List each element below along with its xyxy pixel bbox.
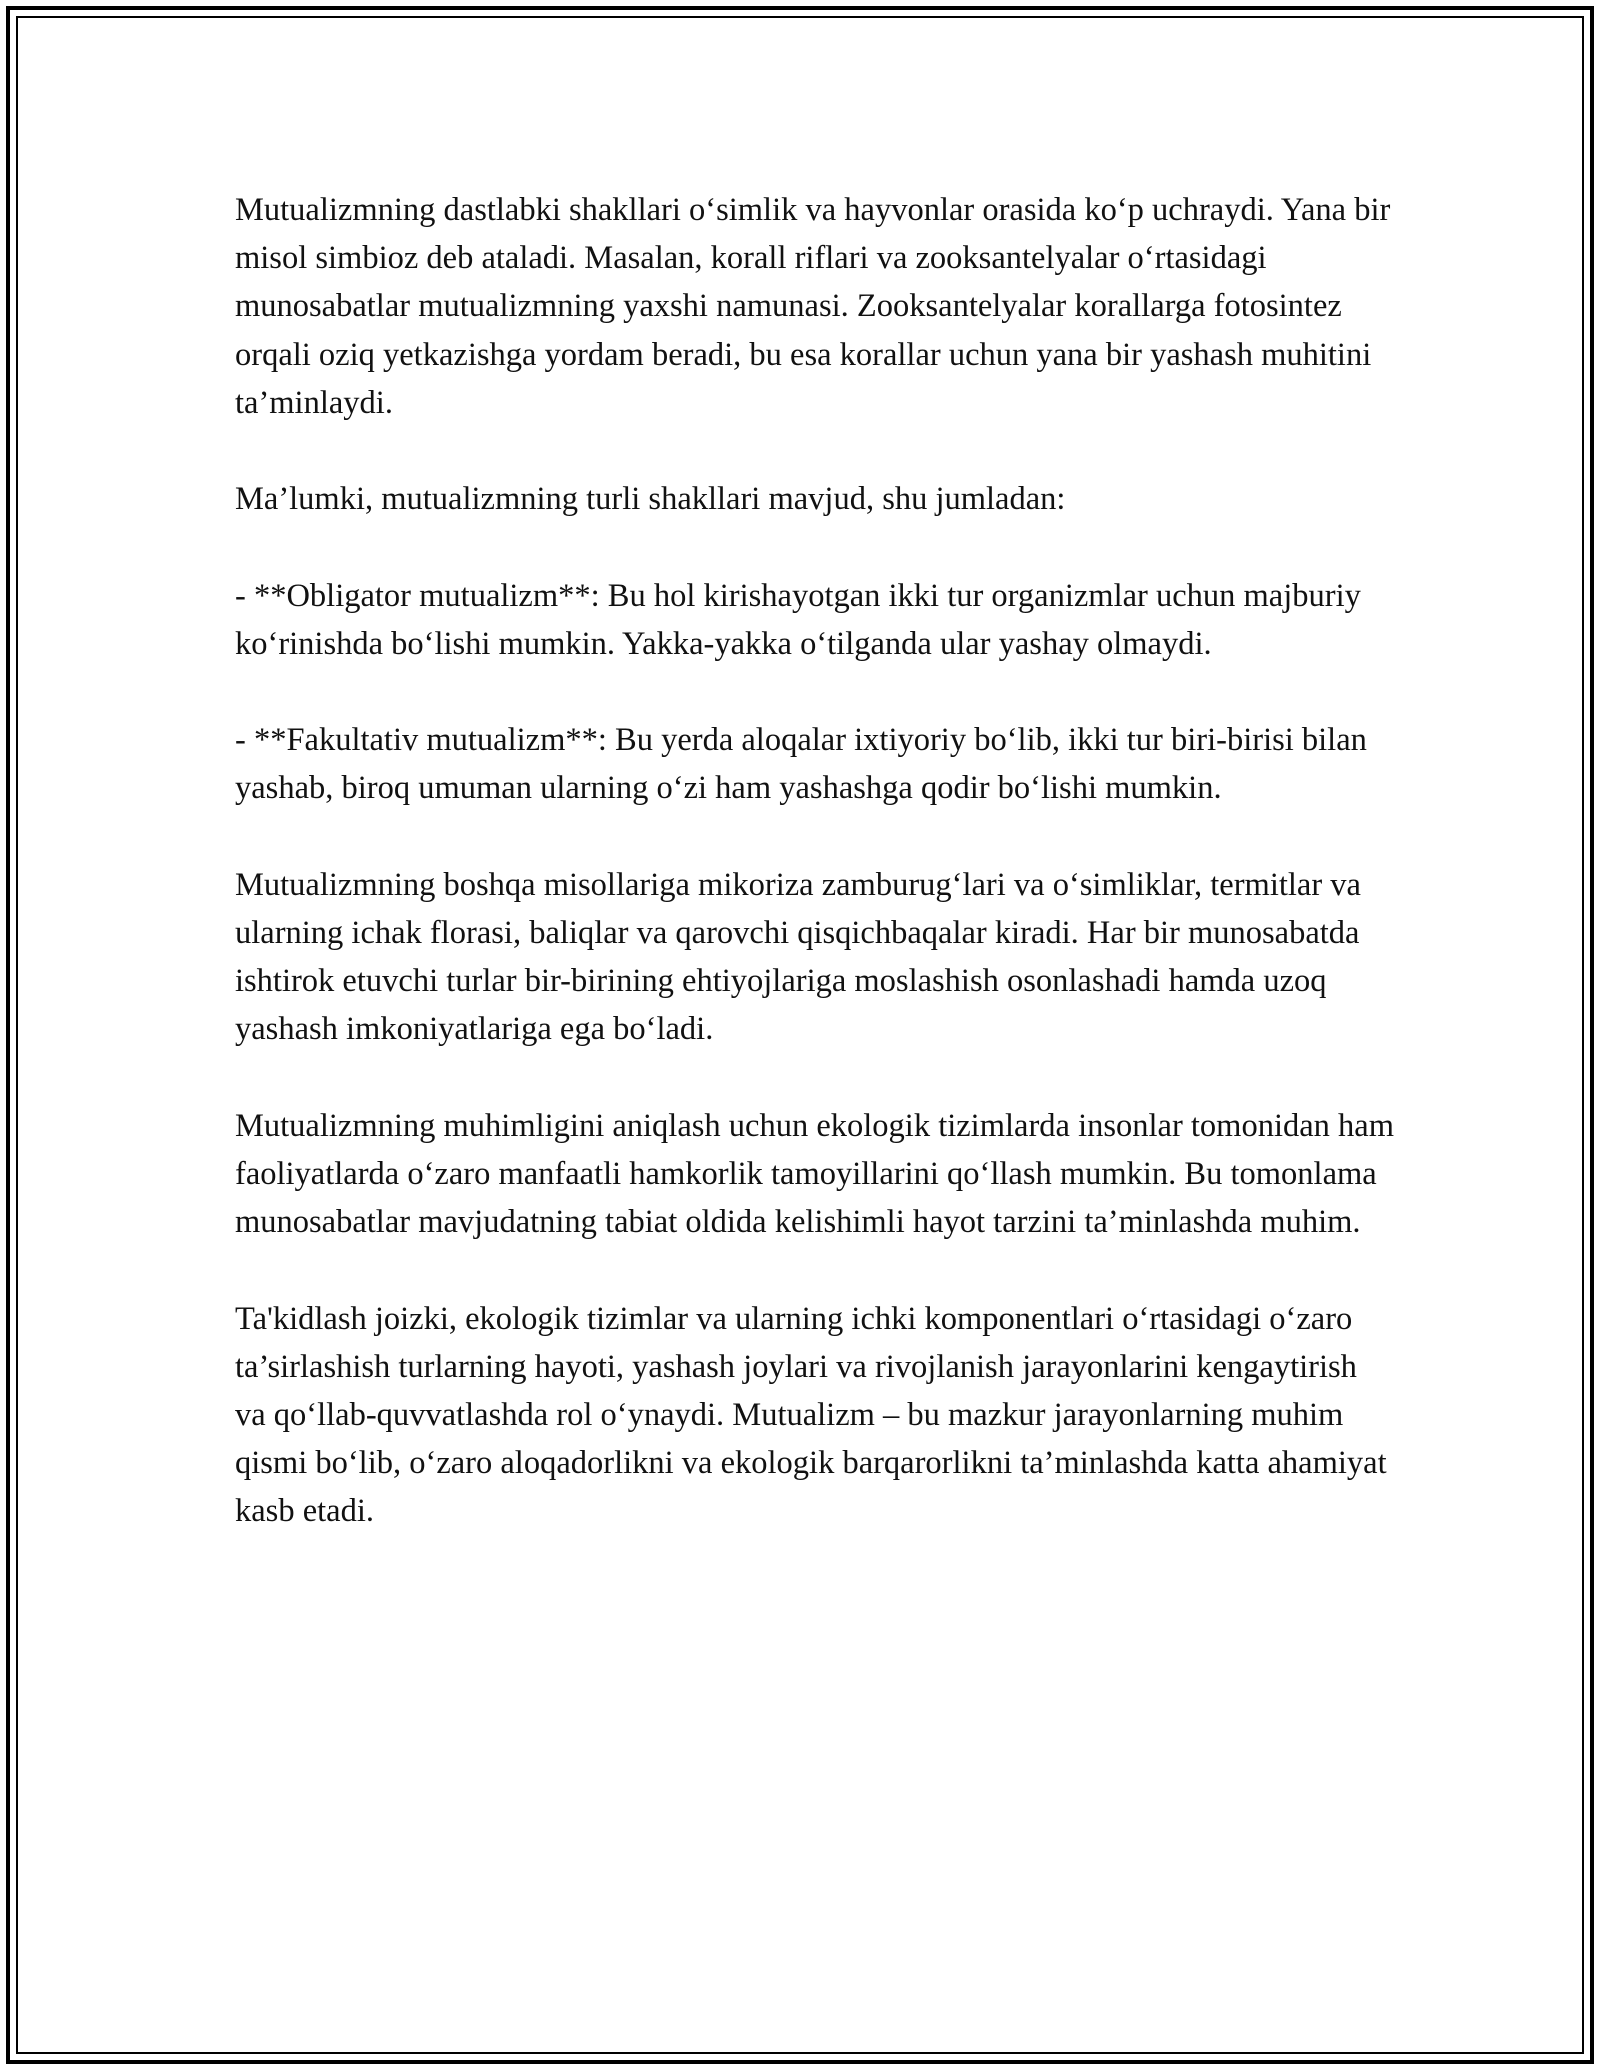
paragraph-importance: Mutualizmning muhimligini aniqlash uchun ekologik tizimlarda insonlar tomonidan ham faoliyatlarda o‘zaro manfaatli hamkorlik tamoyillarini qo‘llash mumkin. Bu tomonlama munosabatlar mavjudatning tabiat oldida kelishimli hayot tarzini ta’minlashda muhim. <box>235 1107 1394 1241</box>
paragraph-conclusion: Ta'kidlash joizki, ekologik tizimlar va ularning ichki komponentlari o‘rtasidagi o‘zaro ta’sirlashish turlarning hayoti, yashash joylari va rivojlanish jarayonlarini kengaytirish va qo‘llab-quvvatlashda rol o‘ynaydi. Mutualizm – bu mazkur jarayonlarning muhim qismi bo‘lib, o‘zaro aloqadorlikni va ekologik barqarorlikni ta’minlashda katta ahamiyat kasb etadi. <box>235 1300 1387 1530</box>
document-body <box>235 186 1395 1584</box>
paragraph-examples: Mutualizmning boshqa misollariga mikoriza zamburug‘lari va o‘simliklar, termitlar va ularning ichak florasi, baliqlar va qarovchi qisqichbaqalar kiradi. Har bir munosabatda ishtirok etuvchi turlar bir-birining ehtiyojlariga moslashish osonlashadi hamda uzoq yashash imkoniyatlariga ega bo‘ladi. <box>235 866 1361 1048</box>
list-item-obligate: - **Obligator mutualizm**: Bu hol kirishayotgan ikki tur organizmlar uchun majburiy ko‘rinishda bo‘lishi mumkin. Yakka-yakka o‘tilganda ular yashay olmaydi. <box>235 577 1361 662</box>
paragraph-intro: Mutualizmning dastlabki shakllari o‘simlik va hayvonlar orasida ko‘p uchraydi. Yana bir misol simbioz deb ataladi. Masalan, korall riflari va zooksantelyalar o‘rtasidagi munosabatlar mutualizmning yaxshi namunasi. Zooksantelyalar korallarga fotosintez orqali oziq yetkazishga yordam beradi, bu esa korallar uchun yana bir yashash muhitini ta’minlaydi. <box>235 192 1391 421</box>
list-item-facultative: - **Fakultativ mutualizm**: Bu yerda aloqalar ixtiyoriy bo‘lib, ikki tur biri-birisi bilan yashab, biroq umuman ularning o‘zi ham yashashga qodir bo‘lishi mumkin. <box>235 722 1367 807</box>
paragraph-forms-lead: Ma’lumki, mutualizmning turli shakllari mavjud, shu jumladan: <box>235 481 1066 518</box>
